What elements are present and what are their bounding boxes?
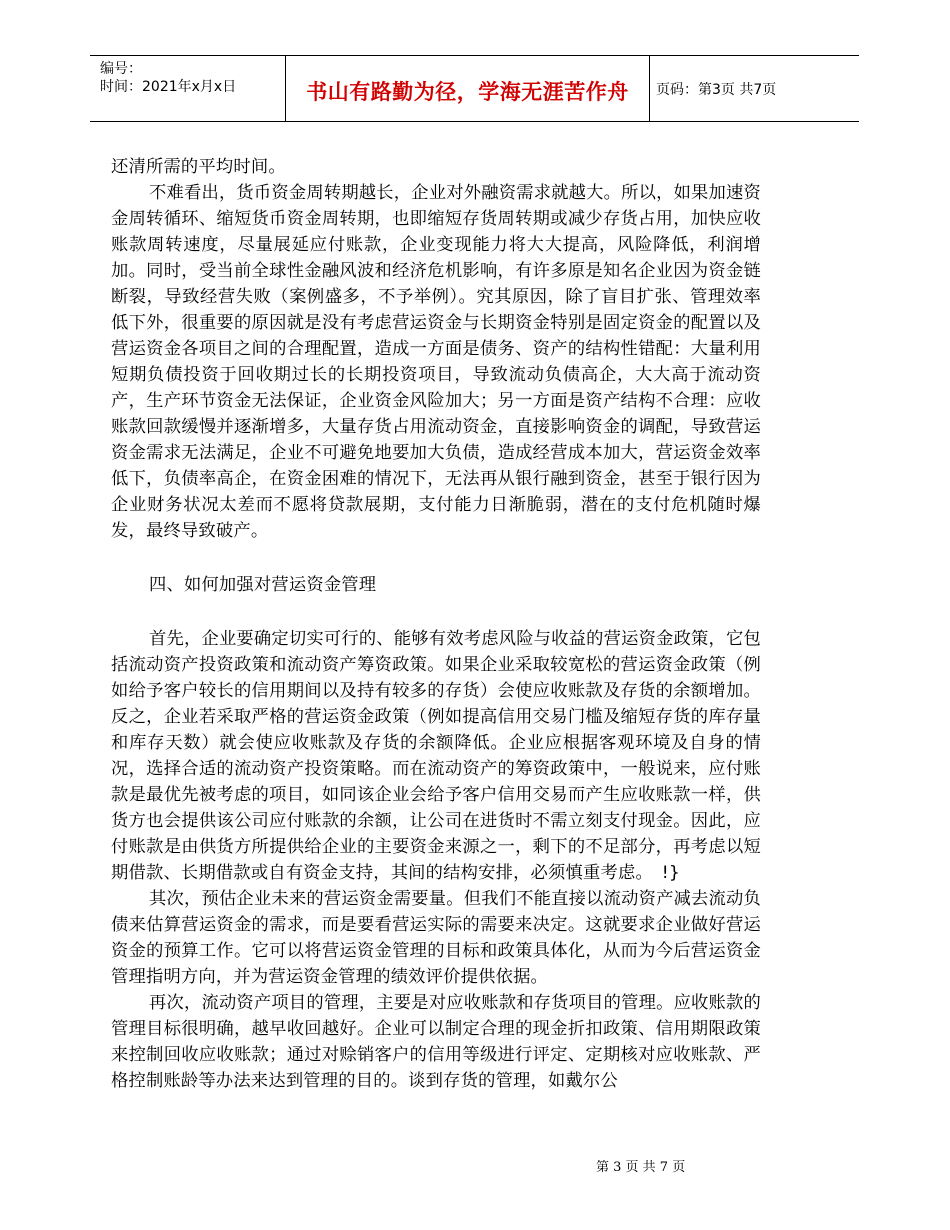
paragraph: 其次，预估企业未来的营运资金需要量。但我们不能直接以流动资产减去流动负债来估算营运资金的需求，而是要看营运实际的需要来决定。这就要求企业做好营运资金的预算工作。它可以将营运资金管理的目标和政策具体化，从而为今后营运资金管理指明方向，并为营运资金管理的绩效评价提供依据。 [111,889,761,987]
document-header [90,55,859,122]
paragraph: 不难看出，货币资金周转期越长，企业对外融资需求就越大。所以，如果加速资金周转循环、缩短货币资金周转期，也即缩短存货周转期或减少存货占用，加快应收账款周转速度，尽量展延应付账款，企业变现能力将大大提高，风险降低，利润增加。同时，受当前全球性金融风波和经济危机影响，有许多原是知名企业因为资金链断裂，导致经营失败（案例盛多，不予举例）。究其原因，除了盲目扩张、管理效率低下外，很重要的原因就是没有考虑营运资金与长期资金特别是固定资金的配置以及营运资金各项目之间的合理配置，造成一方面是债务、资产的结构性错配：大量利用短期负债投资于回收期过长的长期投资项目，导致流动负债高企，大大高于流动资产，生产环节资金无法保证，企业资金风险加大；另一方面是资产结构不合理：应收账款回款缓慢并逐渐增多，大量存货占用流动资金，直接影响资金的调配，导致营运资金需求无法满足，企业不可避免地要加大负债，造成经营成本加大，营运资金效率低下，负债率高企，在资金困难的情况下，无法再从银行融到资金，甚至于银行因为企业财务状况太差而不愿将贷款展期，支付能力日渐脆弱，潜在的支付危机随时爆发，最终导致破产。 [111,183,761,541]
document-body [111,154,761,1094]
time-label: 时间：2021年x月x日 [100,79,237,95]
paragraph: 再次，流动资产项目的管理，主要是对应收账款和存货项目的管理。应收账款的管理目标很明确，越早收回越好。企业可以制定合理的现金折扣政策、信用期限政策来控制回收应收账款；通过对赊销客户的信用等级进行评定、定期核对应收账款、严格控制账龄等办法来达到管理的目的。谈到存货的管理，如戴尔公 [111,993,761,1091]
motto: 书山有路勤为径，学海无涯苦作舟 [306,80,629,104]
paragraph: 首先，企业要确定切实可行的、能够有效考虑风险与收益的营运资金政策，它包括流动资产投资政策和流动资产筹资政策。如果企业采取较宽松的营运资金政策（例如给予客户较长的信用期间以及持有较多的存货）会使应收账款及存货的余额增加。反之，企业若采取严格的营运资金政策（例如提高信用交易门槛及缩短存货的库存量和库存天数）就会使应收账款及存货的余额降低。企业应根据客观环境及自身的情况，选择合适的流动资产投资策略。而在流动资产的筹资政策中，一般说来，应付账款是最优先被考虑的项目，如同该企业会给予客户信用交易而产生应收账款一样，供货方也会提供该公司应付账款的余额，让公司在进货时不需立刻支付现金。因此，应付账款是由供货方所提供给企业的主要资金来源之一，剩下的不足部分，再考虑以短期借款、长期借款或自有资金支持，其间的结构安排，必须慎重考虑。 !} [111,629,761,883]
serial-label: 编号： [100,61,142,77]
header-motto-cell [286,56,650,121]
section-heading: 四、如何加强对营运资金管理 [149,575,377,595]
page-info: 页码：第3页 共7页 [656,81,777,98]
page-footer: 第 3 页 共 7 页 [596,1160,686,1175]
header-meta [90,56,286,121]
paragraph: 还清所需的平均时间。 [111,157,286,177]
header-page-info [650,56,859,121]
